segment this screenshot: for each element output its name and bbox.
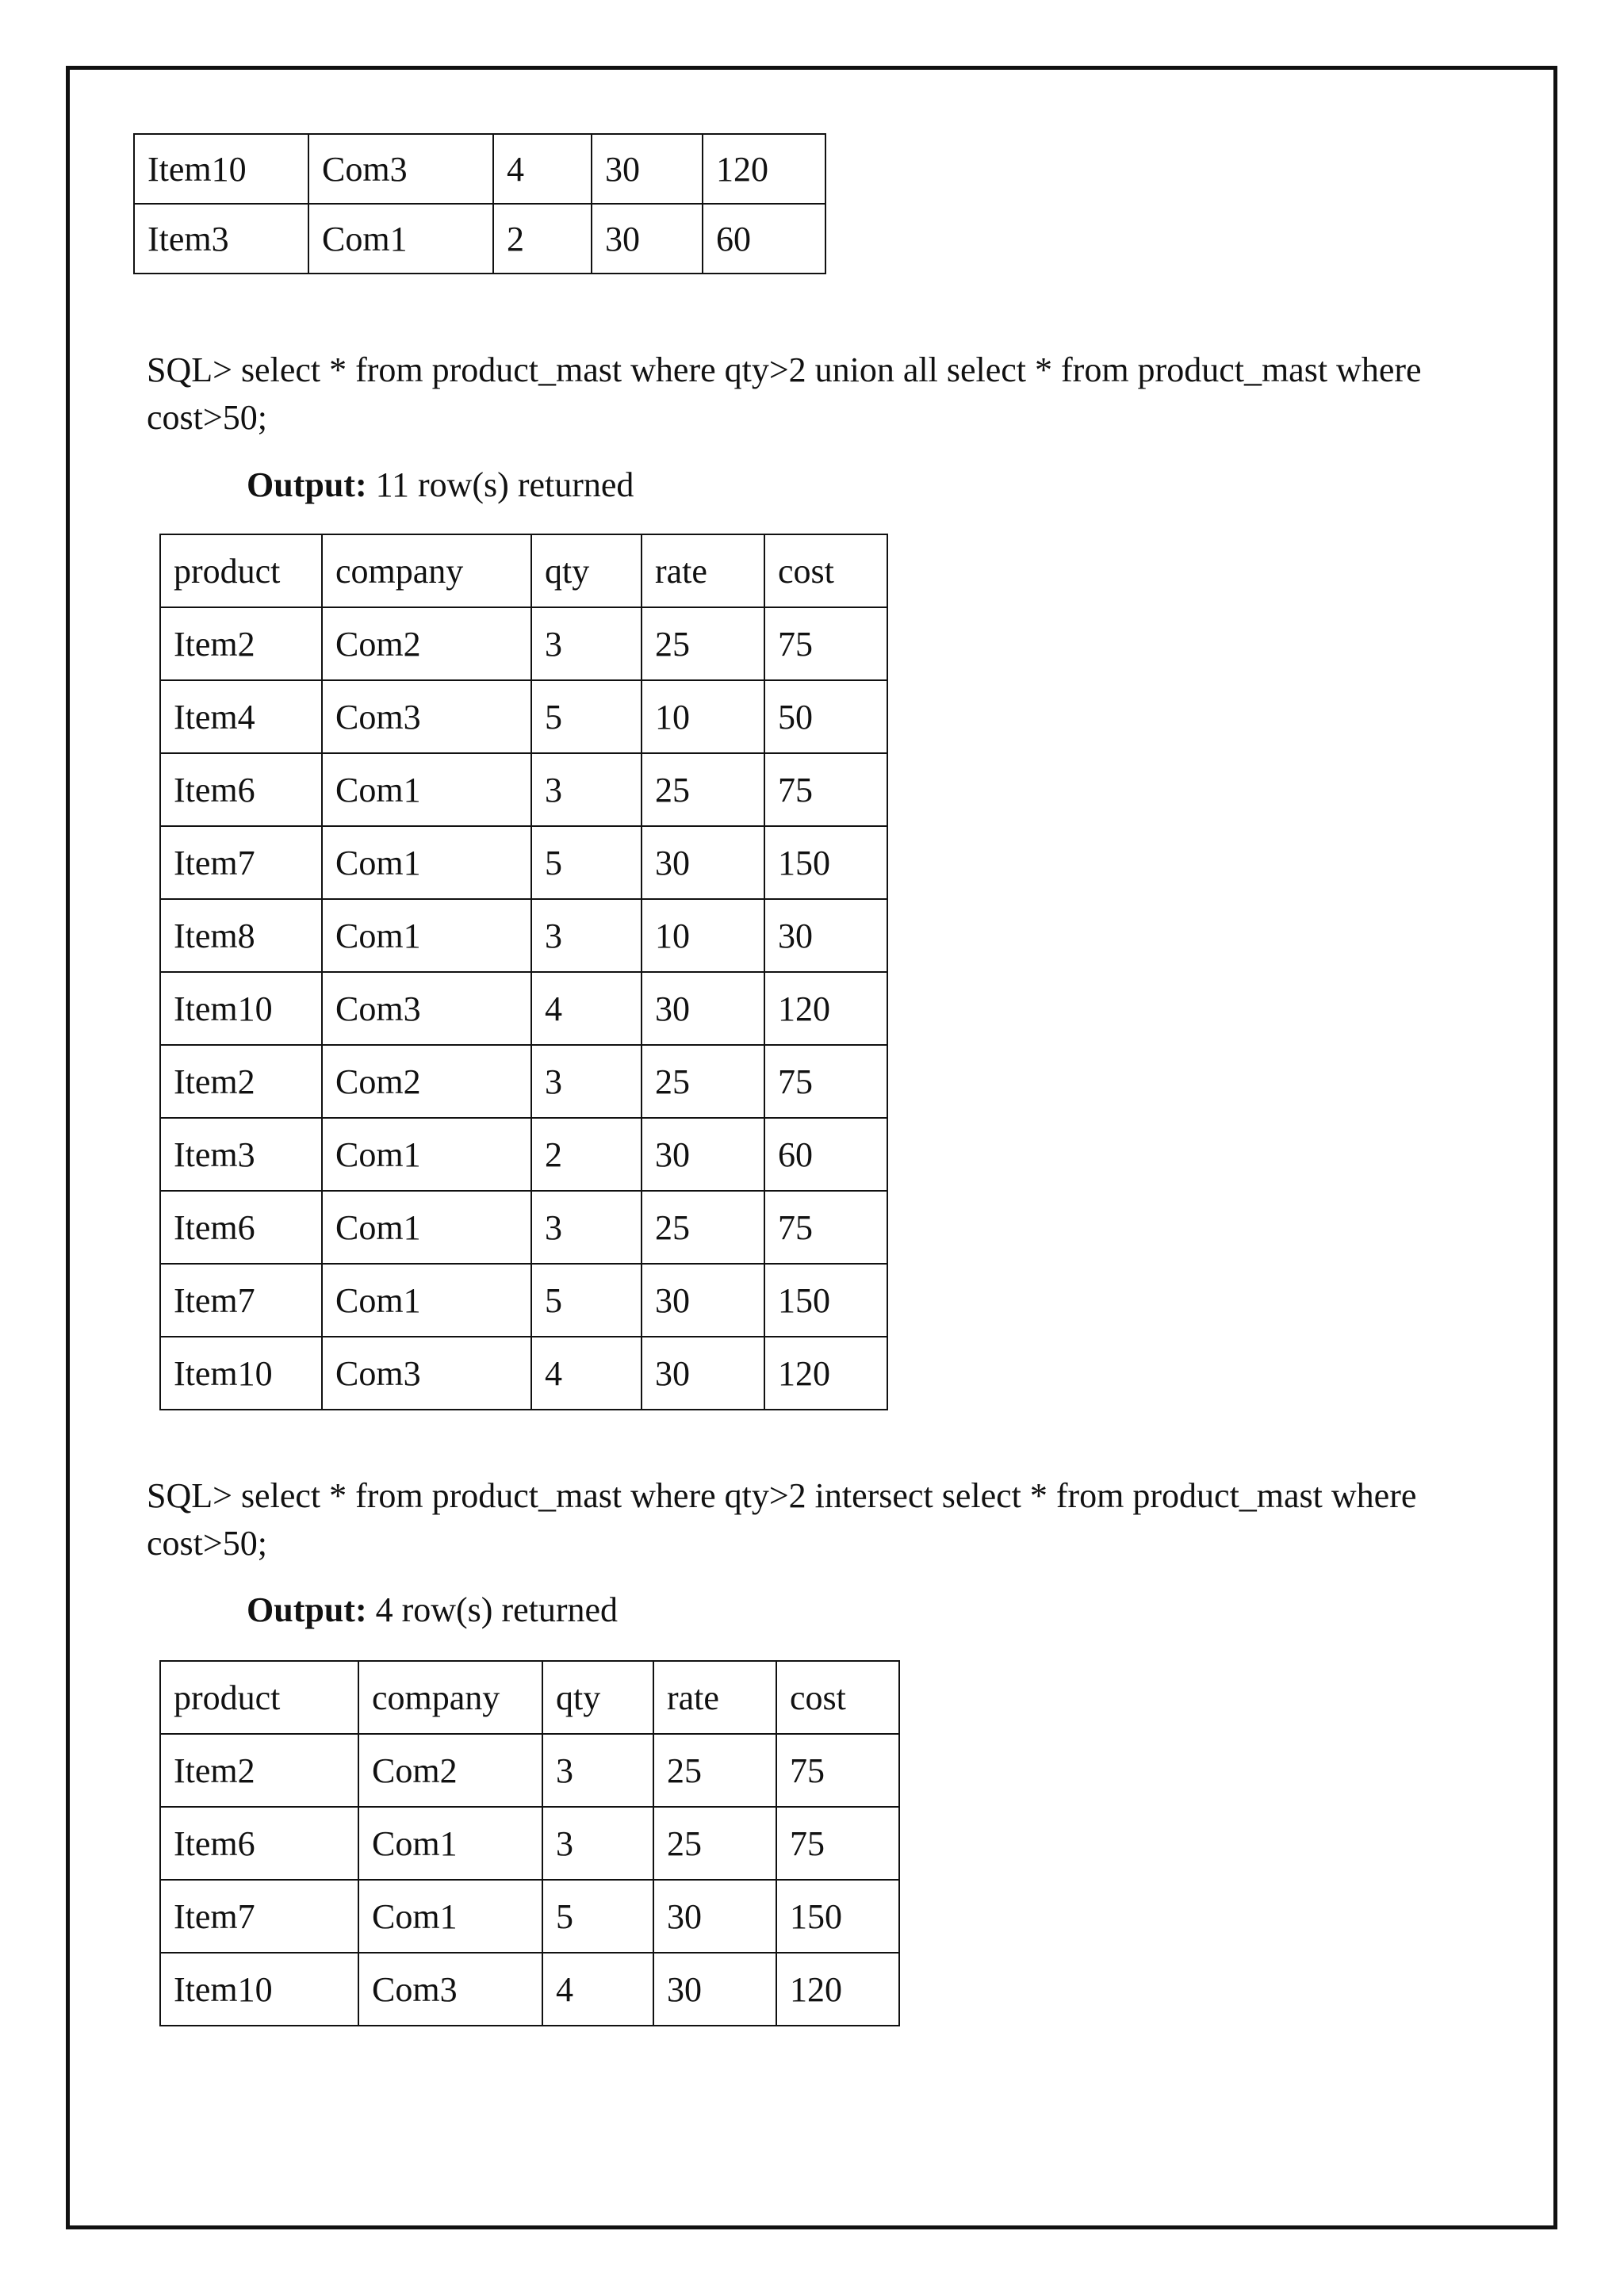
table-cell: Item10 [160,972,322,1045]
intersect-output-summary [247,1586,618,1634]
table-cell: 50 [764,680,887,753]
column-header: product [160,534,322,607]
table-row [160,899,887,972]
intersect-result-header [160,1661,899,1734]
column-header: cost [776,1661,899,1734]
table-cell: 2 [531,1118,642,1191]
table-cell: 120 [764,1337,887,1410]
table-row [160,1734,899,1807]
table-cell: 120 [703,134,825,204]
table-cell: 30 [642,1264,764,1337]
union-query-line2: cost>50; [147,398,267,437]
table-cell: 30 [642,826,764,899]
table-cell: Item8 [160,899,322,972]
table-cell: Item7 [160,826,322,899]
table-cell: Com3 [322,680,531,753]
table-cell: Com1 [308,204,493,274]
table-row [160,1045,887,1118]
table-cell: 75 [764,607,887,680]
table-cell: 30 [592,134,703,204]
table-row [160,1191,887,1264]
table-cell: 25 [642,607,764,680]
table-cell: 4 [542,1953,653,2026]
table-cell: Com2 [358,1734,542,1807]
table-cell: 25 [653,1807,776,1880]
column-header: qty [531,534,642,607]
table-row [134,204,825,274]
continuation-table [133,133,826,274]
table-cell: Com1 [358,1807,542,1880]
table-cell: Com3 [322,972,531,1045]
column-header: qty [542,1661,653,1734]
union-query-line1: SQL> select * from product_mast where qty>2 union all select * from product_mast where [147,350,1422,389]
table-cell: 3 [531,1191,642,1264]
column-header: product [160,1661,358,1734]
table-cell: Com1 [358,1880,542,1953]
table-cell: 150 [776,1880,899,1953]
table-cell: Item2 [160,607,322,680]
table-cell: 120 [776,1953,899,2026]
column-header: company [322,534,531,607]
table-row [160,972,887,1045]
table-cell: Com2 [322,1045,531,1118]
table-cell: Com1 [322,1191,531,1264]
table-cell: Com1 [322,1118,531,1191]
table-cell: 5 [542,1880,653,1953]
table-cell: Item3 [134,204,308,274]
table-row [160,753,887,826]
intersect-query [147,1472,1501,1567]
table-cell: 30 [642,1118,764,1191]
table-cell: 2 [493,204,592,274]
table-cell: 60 [703,204,825,274]
union-output-text: 11 row(s) returned [366,465,634,504]
intersect-output-label: Output: [247,1590,367,1629]
table-cell: 120 [764,972,887,1045]
table-cell: 75 [764,1191,887,1264]
intersect-result-table [159,1660,900,2026]
table-cell: Com3 [308,134,493,204]
table-header-row [160,534,887,607]
table-row [160,1953,899,2026]
table-cell: Com1 [322,1264,531,1337]
table-cell: 30 [642,972,764,1045]
table-row [160,1880,899,1953]
table-cell: 30 [642,1337,764,1410]
table-cell: Item3 [160,1118,322,1191]
table-cell: 30 [592,204,703,274]
column-header: rate [653,1661,776,1734]
table-cell: 4 [531,1337,642,1410]
table-cell: 75 [776,1734,899,1807]
table-cell: 4 [493,134,592,204]
table-cell: 30 [653,1953,776,2026]
intersect-query-line1: SQL> select * from product_mast where qty>2 intersect select * from product_mast where [147,1476,1417,1515]
table-cell: Com2 [322,607,531,680]
table-cell: 25 [653,1734,776,1807]
union-output-label: Output: [247,465,367,504]
table-cell: 25 [642,1045,764,1118]
table-cell: 10 [642,680,764,753]
table-cell: Item6 [160,1807,358,1880]
table-cell: 4 [531,972,642,1045]
intersect-result-body [160,1734,899,2026]
union-result-body [160,607,887,1410]
table-cell: 3 [531,607,642,680]
table-cell: 5 [531,680,642,753]
union-query [147,346,1501,442]
table-cell: 3 [531,1045,642,1118]
table-cell: 10 [642,899,764,972]
table-cell: 3 [542,1734,653,1807]
table-cell: 3 [542,1807,653,1880]
table-cell: 75 [776,1807,899,1880]
table-cell: Com3 [322,1337,531,1410]
table-cell: 30 [653,1880,776,1953]
table-cell: 25 [642,1191,764,1264]
table-row [134,134,825,204]
column-header: company [358,1661,542,1734]
table-cell: Item10 [134,134,308,204]
table-row [160,1337,887,1410]
table-cell: 75 [764,753,887,826]
table-cell: Item7 [160,1880,358,1953]
table-cell: 5 [531,1264,642,1337]
table-cell: 60 [764,1118,887,1191]
intersect-output-text: 4 row(s) returned [366,1590,619,1629]
table-cell: Item6 [160,1191,322,1264]
table-cell: Item10 [160,1337,322,1410]
union-output-summary [247,461,634,509]
table-row [160,607,887,680]
column-header: cost [764,534,887,607]
table-row [160,680,887,753]
table-cell: Com1 [322,899,531,972]
table-cell: 5 [531,826,642,899]
table-cell: 150 [764,826,887,899]
intersect-query-line2: cost>50; [147,1524,267,1563]
table-cell: Com1 [322,753,531,826]
table-row [160,1807,899,1880]
table-header-row [160,1661,899,1734]
table-cell: 3 [531,753,642,826]
table-cell: Item2 [160,1734,358,1807]
table-cell: Item6 [160,753,322,826]
union-result-table [159,534,888,1410]
table-cell: Com3 [358,1953,542,2026]
continuation-table-body [134,134,825,274]
table-cell: Com1 [322,826,531,899]
column-header: rate [642,534,764,607]
table-cell: 75 [764,1045,887,1118]
table-cell: 150 [764,1264,887,1337]
table-cell: 30 [764,899,887,972]
union-result-header [160,534,887,607]
table-row [160,826,887,899]
table-row [160,1264,887,1337]
table-row [160,1118,887,1191]
table-cell: 25 [642,753,764,826]
table-cell: Item4 [160,680,322,753]
table-cell: Item10 [160,1953,358,2026]
table-cell: Item2 [160,1045,322,1118]
table-cell: 3 [531,899,642,972]
table-cell: Item7 [160,1264,322,1337]
